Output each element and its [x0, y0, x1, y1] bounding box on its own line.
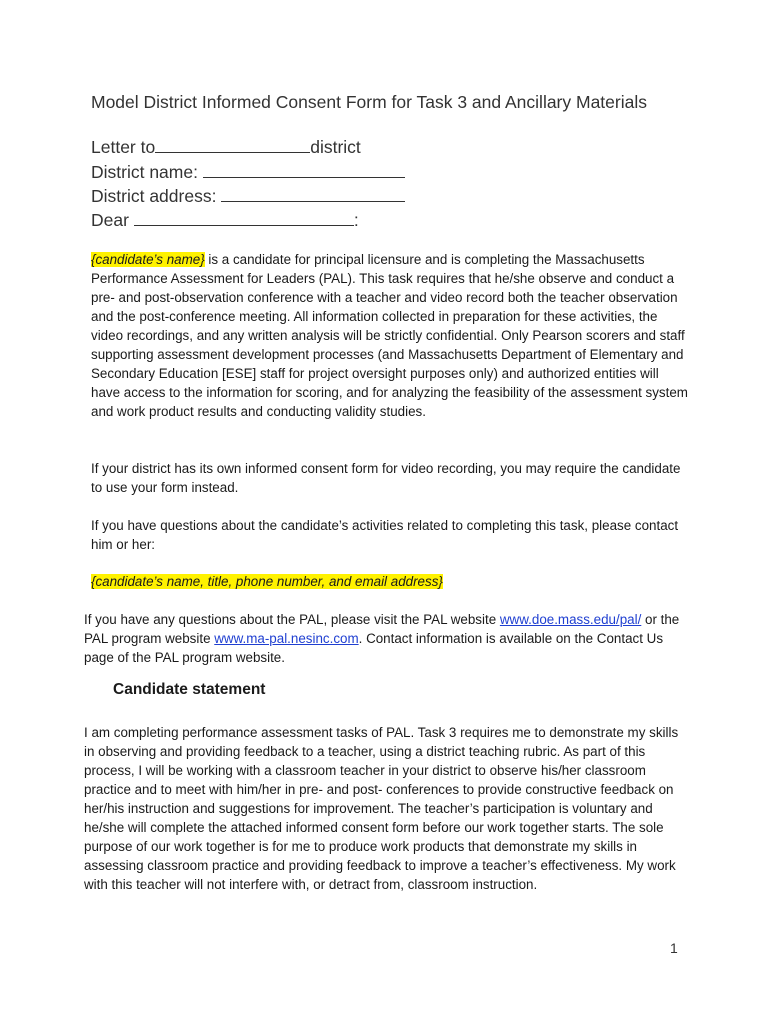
letter-to-blank — [155, 136, 310, 153]
pal-program-website-link[interactable]: www.ma-pal.nesinc.com — [214, 631, 359, 646]
letter-to-label: Letter to — [91, 137, 156, 157]
contact-placeholder-paragraph — [91, 572, 691, 591]
page-number: 1 — [670, 940, 678, 956]
pal-info-part2: or the PAL program website — [84, 612, 680, 646]
intro-paragraph — [91, 250, 691, 421]
dear-colon: : — [353, 210, 359, 230]
dear-line — [91, 209, 359, 231]
district-name-label: District name: — [91, 162, 198, 182]
contact-placeholder: {candidate’s name, title, phone number, and email address} — [91, 574, 443, 589]
pal-info-paragraph — [84, 610, 690, 667]
district-name-blank — [203, 161, 405, 178]
consent-form-paragraph: If your district has its own informed consent form for video recording, you may require the candidate to use your form instead. — [91, 461, 681, 495]
candidate-statement-paragraph: I am completing performance assessment tasks of PAL. Task 3 requires me to demonstrate my skills in observing and providing feedback to a teacher, using a district teaching rubric. As part of this process, I will be working with a classroom teacher in your district to observe his/her classroom practice and to meet with him/her in pre- and post- conferences to provide constructive feedback on her/his instruction and suggestions for improvement. The teacher’s participation is voluntary and he/she will complete the attached informed consent form before our work together starts. The sole purpose of our work together is for me to produce work products that demonstrate my skills in assessing classroom practice and providing feedback to improve a teacher’s effectiveness. My work with this teacher will not interfere with, or detract from, classroom instruction. — [84, 725, 679, 892]
letter-to-line — [91, 136, 361, 158]
page-title: Model District Informed Consent Form for Task 3 and Ancillary Materials — [91, 92, 647, 112]
candidate-statement-heading: Candidate statement — [113, 681, 266, 698]
dear-blank — [134, 209, 354, 226]
letter-to-suffix: district — [310, 137, 361, 157]
questions-paragraph: If you have questions about the candidate’s activities related to completing this task, please contact him or her: — [91, 518, 679, 552]
pal-info-part1: If you have any questions about the PAL, please visit the PAL website — [84, 612, 500, 627]
district-address-blank — [221, 185, 405, 202]
district-name-line — [91, 161, 405, 183]
dear-label: Dear — [91, 210, 129, 230]
district-address-label: District address: — [91, 186, 217, 206]
candidate-name-placeholder: {candidate’s name} — [91, 252, 205, 267]
intro-text: is a candidate for principal licensure and is completing the Massachusetts Performance Assessment for Leaders (PAL). This task requires that he/she observe and conduct a pre- and post-observation conference with a teacher and video record both the teacher observation and the post-conference meeting. All information collected in preparation for these activities, the video recordings, and any written analysis will be strictly confidential. Only Pearson scorers and staff supporting assessment development processes (and Massachusetts Department of Elementary and Secondary Education [ESE] staff for project oversight purposes only) and authorized entities will have access to the information for scoring, and for analyzing the feasibility of the assessment system and work product results and conducting validity studies. — [91, 252, 688, 419]
pal-info-part3: . Contact information is available on the Contact Us page of the PAL program website. — [84, 631, 664, 665]
district-address-line — [91, 185, 405, 207]
pal-website-link[interactable]: www.doe.mass.edu/pal/ — [499, 612, 642, 627]
